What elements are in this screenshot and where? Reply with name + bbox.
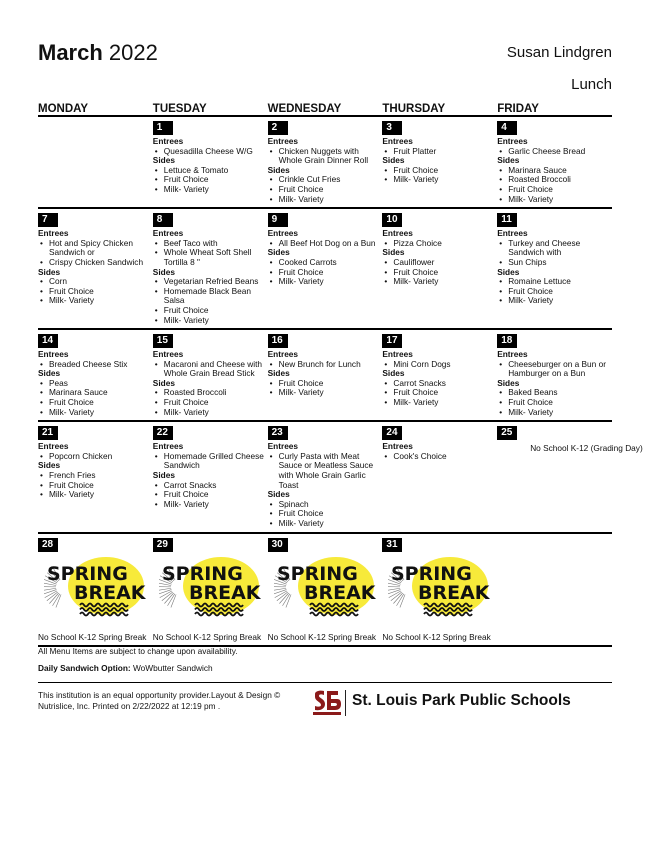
day-cell-28	[38, 534, 153, 645]
change-notice: All Menu Items are subject to change upon availability.	[38, 646, 238, 656]
no-school-note: No School K-12 Spring Break	[38, 631, 147, 642]
sandwich-value: WoWbutter Sandwich	[130, 663, 213, 673]
empty-day-cell	[497, 534, 612, 645]
menu-item: • Roasted Broccoli	[153, 388, 267, 398]
date-number: 3	[382, 121, 402, 135]
menu-item: • Marinara Sauce	[38, 388, 152, 398]
section-title: Entrees	[267, 228, 299, 239]
wave-line	[80, 612, 128, 615]
menu-item: • Crispy Chicken Sandwich	[38, 258, 152, 268]
daily-sandwich-option	[38, 663, 213, 673]
footer-divider-line	[38, 682, 612, 683]
section-title: Sides	[38, 460, 61, 471]
menu-item: • All Beef Hot Dog on a Bun	[268, 239, 382, 249]
date-number: 9	[268, 213, 288, 227]
menu-item: • Carrot Snacks	[153, 481, 267, 491]
section-title: Entrees	[38, 441, 69, 452]
section-title: Sides	[152, 155, 175, 166]
menu-item: • French Fries	[38, 471, 152, 481]
no-school-note: No School K-12 (Grading Day)	[530, 443, 643, 454]
menu-item: • Milk- Variety	[268, 195, 382, 205]
week-row	[38, 422, 643, 533]
menu-item: • Milk- Variety	[268, 388, 382, 398]
section-title: Entrees	[267, 136, 299, 146]
month-name: March	[38, 40, 103, 65]
menu-item: • Carrot Snacks	[382, 379, 496, 389]
sandwich-label: Daily Sandwich Option:	[38, 663, 131, 673]
section-title: Sides	[38, 368, 61, 379]
menu-item: • Marinara Sauce	[497, 166, 611, 176]
menu-item: • Breaded Cheese Stix	[38, 360, 152, 370]
menu-item: • Fruit Choice	[268, 268, 382, 278]
section-title: Sides	[382, 247, 405, 258]
menu-item: • Milk- Variety	[382, 277, 496, 287]
menu-item: • Fruit Choice	[153, 306, 267, 316]
section-title: Entrees	[497, 136, 528, 146]
menu-item: • Milk- Variety	[153, 185, 267, 195]
menu-item: • Peas	[38, 379, 152, 389]
date-number: 18	[497, 334, 517, 348]
spring-break-graphic	[274, 557, 378, 619]
menu-item: • Whole Wheat Soft Shell Tortilla 8 "	[153, 248, 267, 267]
section-title: Entrees	[382, 136, 413, 146]
date-number: 7	[38, 213, 58, 227]
menu-item: • Fruit Choice	[268, 509, 382, 519]
day-cell-8	[153, 209, 268, 328]
day-cell-29	[153, 534, 268, 645]
menu-item: • Fruit Choice	[382, 388, 496, 398]
menu-item: • Milk- Variety	[268, 519, 382, 529]
break-word: BREAK	[418, 581, 490, 604]
section-title: Sides	[497, 155, 520, 166]
menu-item: • Fruit Choice	[38, 287, 152, 297]
break-word: BREAK	[303, 581, 376, 604]
menu-item: • Fruit Platter	[382, 147, 496, 157]
date-number: 2	[268, 121, 288, 135]
week-row	[38, 209, 612, 330]
date-number: 17	[382, 334, 402, 348]
menu-item: • Milk- Variety	[38, 296, 152, 306]
menu-item: • Milk- Variety	[497, 195, 611, 205]
menu-item: • Cooked Carrots	[268, 258, 382, 268]
day-header-thursday: THURSDAY	[382, 103, 446, 115]
section-title: Entrees	[152, 441, 184, 452]
menu-item: • Romaine Lettuce	[497, 277, 611, 287]
day-cell-1	[153, 117, 268, 207]
menu-item: • Fruit Choice	[497, 287, 611, 297]
date-number: 8	[153, 213, 173, 227]
day-cell-22	[153, 422, 268, 531]
menu-item: • Garlic Cheese Bread	[497, 147, 611, 157]
section-title: Entrees	[38, 228, 69, 239]
date-number: 14	[38, 334, 58, 348]
day-cell-24	[382, 422, 497, 531]
break-word: BREAK	[74, 581, 146, 604]
menu-item: • Milk- Variety	[497, 408, 611, 418]
district-logo-icon	[311, 689, 343, 717]
menu-item: • Milk- Variety	[153, 316, 267, 326]
menu-item: • Baked Beans	[497, 388, 611, 398]
menu-item: • Curly Pasta with Meat Sauce or Meatless Sauce with Whole Grain Garlic Toast	[268, 452, 382, 490]
day-cell-18	[497, 330, 612, 420]
menu-item: • Milk- Variety	[38, 408, 152, 418]
menu-item: • New Brunch for Lunch	[268, 360, 382, 370]
break-word: BREAK	[188, 581, 261, 604]
day-cell-7	[38, 209, 153, 328]
spring-word: SPRING	[391, 562, 473, 585]
menu-item: • Milk- Variety	[497, 296, 611, 306]
year: 2022	[108, 40, 158, 65]
menu-item: • Cheeseburger on a Bun or Hamburger on a Bun	[497, 360, 611, 379]
day-header-friday: FRIDAY	[497, 103, 539, 115]
section-title: Entrees	[382, 441, 413, 452]
day-cell-25	[497, 422, 643, 531]
logo-divider	[345, 690, 346, 716]
section-title: Entrees	[38, 349, 69, 360]
menu-item: • Fruit Choice	[153, 490, 267, 500]
day-cell-23	[268, 422, 383, 531]
section-title: Entrees	[267, 349, 299, 360]
spring-word: SPRING	[161, 562, 243, 585]
menu-item: • Fruit Choice	[497, 185, 611, 195]
section-title: Sides	[267, 247, 290, 258]
spring-break-graphic	[159, 557, 263, 619]
menu-item: • Sun Chips	[497, 258, 611, 268]
section-title: Entrees	[382, 228, 413, 239]
menu-item: • Fruit Choice	[38, 398, 152, 408]
day-cell-3	[382, 117, 497, 207]
date-number: 4	[497, 121, 517, 135]
section-title: Sides	[267, 489, 290, 500]
day-header-row	[38, 103, 612, 117]
date-number: 1	[153, 121, 173, 135]
section-title: Entrees	[497, 228, 528, 239]
disclaimer-text: This institution is an equal opportunity provider.Layout & Design © Nutrislice, Inc. Printed on 2/22/2022 at 12:19 pm .	[38, 690, 281, 711]
menu-item: • Fruit Choice	[153, 398, 267, 408]
date-number: 30	[268, 538, 288, 552]
calendar-weeks	[38, 117, 643, 647]
month-title	[38, 40, 158, 66]
date-number: 22	[153, 426, 173, 440]
menu-calendar	[38, 103, 643, 647]
menu-item: • Mini Corn Dogs	[382, 360, 496, 370]
section-title: Sides	[152, 266, 175, 277]
week-row	[38, 117, 612, 209]
day-cell-10	[382, 209, 497, 328]
day-cell-21	[38, 422, 153, 531]
date-number: 28	[38, 538, 58, 552]
menu-item: • Fruit Choice	[38, 481, 152, 491]
day-cell-4	[497, 117, 612, 207]
no-school-note: No School K-12 Spring Break	[382, 631, 491, 642]
menu-item: • Cauliflower	[382, 258, 496, 268]
menu-item: • Cook's Choice	[382, 452, 496, 462]
date-number: 31	[382, 538, 402, 552]
day-header-tuesday: TUESDAY	[152, 103, 207, 115]
section-title: Sides	[152, 470, 175, 481]
menu-item: • Crinkle Cut Fries	[268, 175, 382, 185]
week-row	[38, 534, 612, 647]
date-number: 11	[497, 213, 517, 227]
wave-line	[424, 612, 472, 615]
spring-break-graphic	[44, 557, 148, 619]
menu-item: • Chicken Nuggets with Whole Grain Dinner Roll	[268, 147, 382, 166]
section-title: Sides	[267, 368, 290, 379]
menu-item: • Milk- Variety	[268, 277, 382, 287]
menu-item: • Milk- Variety	[382, 398, 496, 408]
menu-item: • Milk- Variety	[153, 408, 267, 418]
section-title: Entrees	[152, 136, 184, 146]
menu-item: • Milk- Variety	[38, 490, 152, 500]
menu-item: • Milk- Variety	[382, 175, 496, 185]
section-title: Sides	[382, 368, 405, 379]
menu-item: • Fruit Choice	[153, 175, 267, 185]
district-name: St. Louis Park Public Schools	[352, 692, 571, 709]
menu-item: • Fruit Choice	[268, 379, 382, 389]
menu-item: • Fruit Choice	[497, 398, 611, 408]
section-title: Entrees	[267, 441, 299, 452]
menu-type: Lunch	[571, 76, 612, 93]
section-title: Sides	[38, 266, 61, 277]
section-title: Sides	[152, 377, 175, 388]
menu-item: • Spinach	[268, 500, 382, 510]
menu-item: • Roasted Broccoli	[497, 175, 611, 185]
spring-break-graphic	[388, 557, 492, 619]
menu-item: • Vegetarian Refried Beans	[153, 277, 267, 287]
menu-item: • Turkey and Cheese Sandwich with	[497, 239, 611, 258]
date-number: 15	[153, 334, 173, 348]
spring-word: SPRING	[276, 562, 358, 585]
day-header-wednesday: WEDNESDAY	[267, 103, 342, 115]
menu-item: • Hot and Spicy Chicken Sandwich or	[38, 239, 152, 258]
menu-item: • Popcorn Chicken	[38, 452, 152, 462]
menu-item: • Lettuce & Tomato	[153, 166, 267, 176]
week-row	[38, 330, 612, 422]
day-cell-11	[497, 209, 612, 328]
day-header-monday: MONDAY	[38, 103, 89, 115]
menu-item: • Macaroni and Cheese with Whole Grain Bread Stick	[153, 360, 267, 379]
menu-item: • Beef Taco with	[153, 239, 267, 249]
day-cell-14	[38, 330, 153, 420]
menu-item: • Fruit Choice	[382, 268, 496, 278]
section-title: Sides	[267, 164, 290, 175]
date-number: 29	[153, 538, 173, 552]
section-title: Entrees	[152, 349, 184, 360]
section-title: Entrees	[497, 349, 528, 360]
day-cell-17	[382, 330, 497, 420]
section-title: Entrees	[152, 228, 184, 239]
day-cell-31	[382, 534, 497, 645]
menu-item: • Quesadilla Cheese W/G	[153, 147, 267, 157]
day-cell-9	[268, 209, 383, 328]
section-title: Sides	[497, 377, 520, 388]
menu-item: • Fruit Choice	[268, 185, 382, 195]
section-title: Sides	[382, 155, 405, 166]
date-number: 21	[38, 426, 58, 440]
date-number: 23	[268, 426, 288, 440]
date-number: 25	[497, 426, 517, 440]
menu-item: • Homemade Grilled Cheese Sandwich	[153, 452, 267, 471]
spring-word: SPRING	[47, 562, 128, 585]
date-number: 24	[382, 426, 402, 440]
day-cell-15	[153, 330, 268, 420]
menu-item: • Milk- Variety	[153, 500, 267, 510]
no-school-note: No School K-12 Spring Break	[152, 631, 262, 642]
wave-line	[310, 612, 358, 615]
school-name: Susan Lindgren	[506, 44, 612, 61]
menu-item: • Corn	[38, 277, 152, 287]
date-number: 16	[268, 334, 288, 348]
wave-line	[195, 612, 243, 615]
menu-item: • Homemade Black Bean Salsa	[153, 287, 267, 306]
day-cell-2	[268, 117, 383, 207]
day-cell-30	[268, 534, 383, 645]
empty-day-cell	[38, 117, 153, 207]
menu-item: • Pizza Choice	[382, 239, 496, 249]
date-number: 10	[382, 213, 402, 227]
day-cell-16	[268, 330, 383, 420]
menu-item: • Fruit Choice	[382, 166, 496, 176]
section-title: Entrees	[382, 349, 413, 360]
no-school-note: No School K-12 Spring Break	[267, 631, 376, 642]
section-title: Sides	[497, 266, 520, 277]
